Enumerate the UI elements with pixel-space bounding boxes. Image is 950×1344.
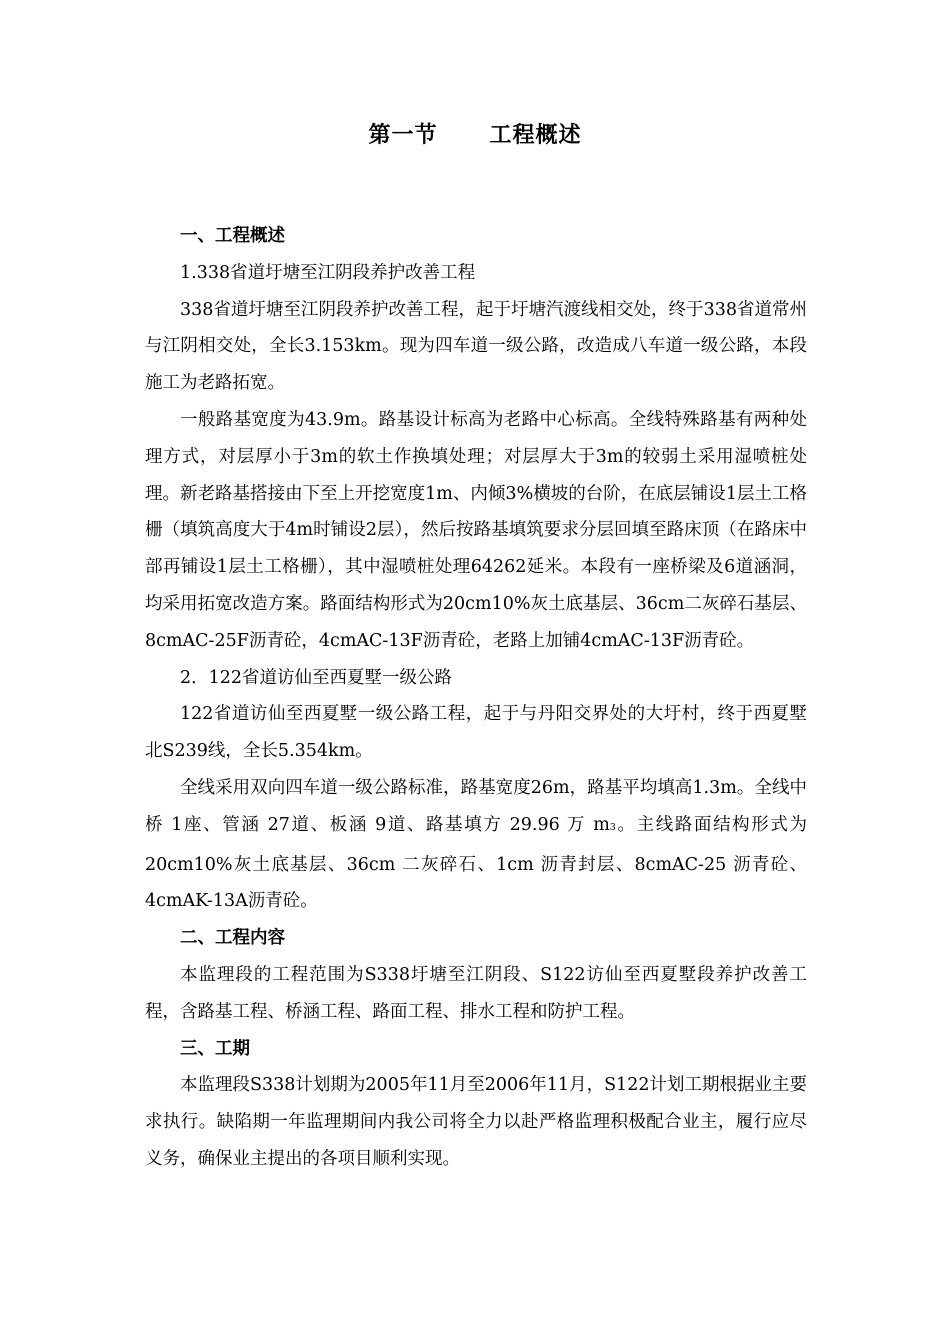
- section-heading-content: 二、工程内容: [180, 928, 285, 949]
- section-heading-overview: 一、工程概述: [180, 226, 285, 246]
- cubic-unit-superscript: 3: [609, 821, 616, 833]
- project-2-summary: 122省道访仙至西夏墅一级公路工程，起于与丹阳交界处的大圩村，终于西夏墅北S239线，全长5.354km。: [145, 704, 807, 762]
- project-2-details-text-b: 。主线路面结构形式为 20cm10%灰土底基层、36cm 二灰碎石、1cm 沥青封层、8cmAC-25 沥青砼、4cmAK-13A沥青砼。: [145, 814, 807, 912]
- project-1-details: 一般路基宽度为43.9m。路基设计标高为老路中心标高。全线特殊路基有两种处理方式，对层厚小于3m的软土作换填处理；对层厚大于3m的较弱土采用湿喷桩处理。新老路基搭接由下至上开挖宽度1m、内倾3%横坡的台阶，在底层铺设1层土工格栅（填筑高度大于4m时铺设2层），然后按路基填筑要求分层回填至路床顶（在路床中部再铺设1层土工格栅），其中湿喷桩处理64262延米。本段有一座桥梁及6道涵洞，均采用拓宽改造方案。路面结构形式为20cm10%灰土底基层、36cm二灰碎石基层、8cmAC-25F沥青砼，4cmAC-13F沥青砼，老路上加铺4cmAC-13F沥青砼。: [145, 409, 807, 651]
- project-1-summary: 338省道圩塘至江阴段养护改善工程，起于圩塘汽渡线相交处，终于338省道常州与江阴相交处，全长3.153km。现为四车道一级公路，改造成八车道一级公路，本段施工为老路拓宽。: [145, 299, 807, 394]
- project-1-title: 1.338省道圩塘至江阴段养护改善工程: [180, 262, 476, 283]
- content-paragraph: 本监理段的工程范围为S338圩塘至江阴段、S122访仙至西夏墅段养护改善工程，含路基工程、桥涵工程、路面工程、排水工程和防护工程。: [145, 964, 807, 1022]
- page-title: 第一节 工程概述: [368, 123, 582, 148]
- project-2-details-text-a: 全线采用双向四车道一级公路标准，路基宽度26m，路基平均填高1.3m。全线中桥 1座、管涵 27道、板涵 9道、路基填方 29.96 万 m: [145, 777, 807, 835]
- document-body: [145, 218, 807, 1178]
- section-heading-schedule: 三、工期: [180, 1038, 250, 1059]
- project-2-details: [145, 770, 807, 920]
- schedule-paragraph: 本监理段S338计划期为2005年11月至2006年11月，S122计划工期根据业主要求执行。缺陷期一年监理期间内我公司将全力以赴严格监理积极配合业主，履行应尽义务，确保业主提出的各项目顺利实现。: [145, 1075, 807, 1169]
- project-2-title: 2．122省道访仙至西夏墅一级公路: [180, 667, 453, 688]
